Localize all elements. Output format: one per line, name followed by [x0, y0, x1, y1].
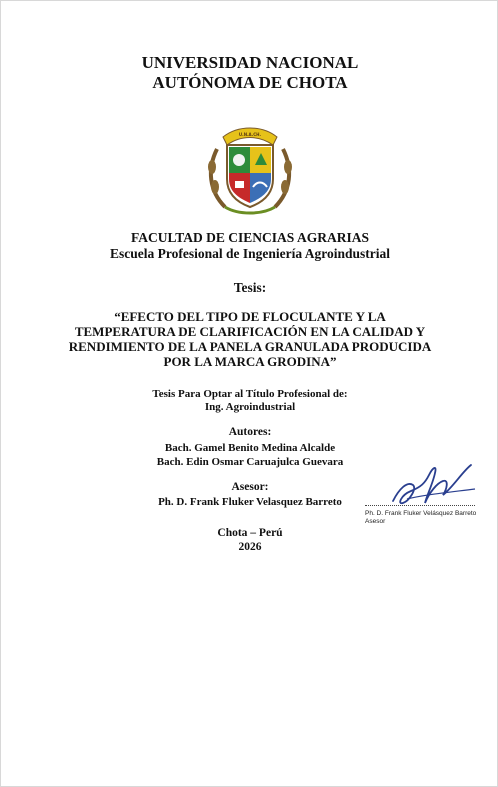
- university-line-1: UNIVERSIDAD NACIONAL: [141, 53, 359, 72]
- school-name: Escuela Profesional de Ingeniería Agroindustrial: [109, 246, 390, 261]
- authors-heading: Autores:: [228, 426, 272, 438]
- author-1: Bach. Gamel Benito Medina Alcalde: [164, 442, 336, 454]
- thesis-label: Tesis:: [233, 280, 267, 295]
- faculty-block: [1, 230, 498, 262]
- place-date-block: [1, 526, 498, 554]
- degree-line-1: Tesis Para Optar al Título Profesional de:: [152, 388, 348, 400]
- author-2: Bach. Edin Osmar Caruajulca Guevara: [156, 456, 344, 468]
- svg-text:U.N.A.CH.: U.N.A.CH.: [238, 132, 262, 137]
- handwritten-signature-icon: [363, 459, 483, 509]
- title-line-2: TEMPERATURA DE CLARIFICACIÓN EN LA CALIDAD Y: [74, 324, 426, 339]
- degree-line-2: Ing. Agroindustrial: [204, 401, 296, 413]
- title-line-3: RENDIMIENTO DE LA PANELA GRANULADA PRODUCIDA: [68, 339, 432, 354]
- signature-name: Ph. D. Frank Fluker Velásquez Barreto: [365, 510, 477, 517]
- faculty-name: FACULTAD DE CIENCIAS AGRARIAS: [131, 230, 369, 245]
- title-line-1: “EFECTO DEL TIPO DE FLOCULANTE Y LA: [114, 309, 386, 324]
- advisor-name: Ph. D. Frank Fluker Velasquez Barreto: [158, 496, 342, 508]
- university-seal-icon: [203, 119, 297, 217]
- place: Chota – Perú: [217, 527, 283, 539]
- signature-role: Asesor: [365, 518, 386, 525]
- thesis-title: [1, 309, 498, 369]
- year: 2026: [238, 541, 262, 553]
- signature-line: [365, 505, 475, 506]
- signature-caption: [365, 510, 476, 526]
- university-line-2: AUTÓNOMA DE CHOTA: [152, 73, 348, 92]
- title-line-4: POR LA MARCA GRODINA”: [163, 354, 337, 369]
- university-name: [1, 53, 498, 93]
- degree-block: [1, 388, 498, 414]
- advisor-heading: Asesor:: [231, 481, 269, 493]
